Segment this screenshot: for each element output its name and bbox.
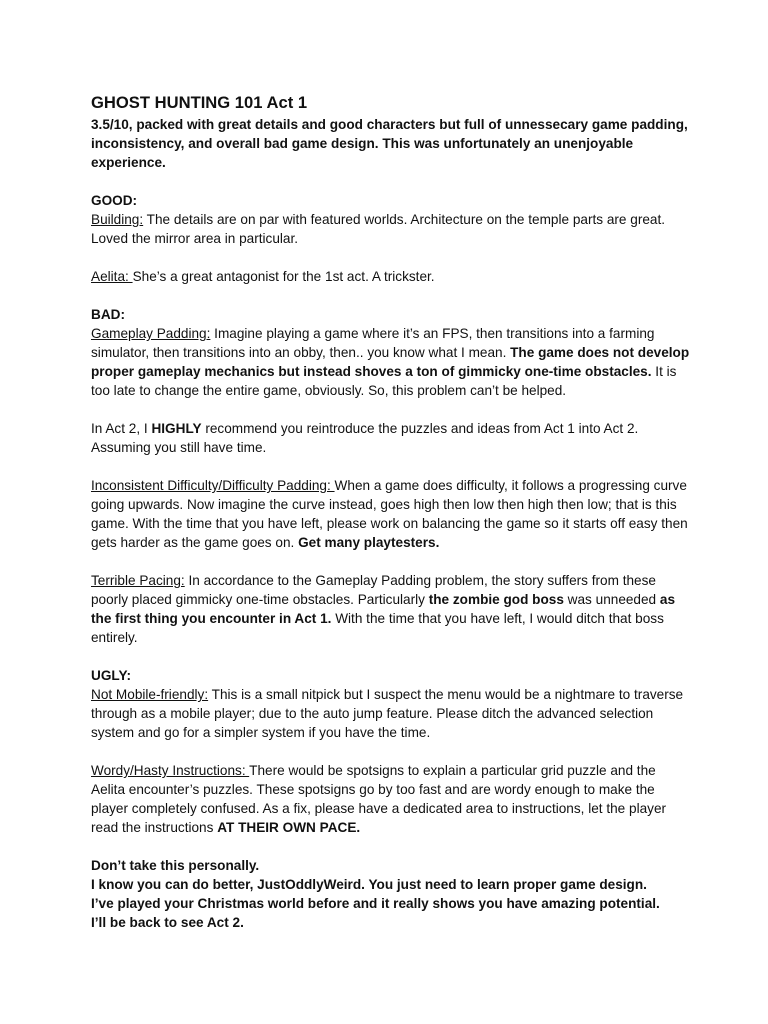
pacing-bold-1: the zombie god boss <box>428 592 564 607</box>
padding-text-1: Imagine playing a game where it’s an FPS, then transitions into a farming simulator, then transitions into an obby, then.. you know what I mean. <box>91 326 655 360</box>
review-summary: 3.5/10, packed with great details and good characters but full of unnessecary game padding, inconsistency, and overall bad game design. This was unfortunately an unenjoyable experience. <box>91 117 688 170</box>
good-building-paragraph <box>91 210 691 248</box>
difficulty-text-1: When a game does difficulty, it follows a progressing curve going upwards. Now imagine the curve instead, goes high then low then high then low; that is this game. With the time that you have left, please work on balancing the game so it starts off easy then gets harder as the game goes on. <box>91 478 688 550</box>
mobile-text: This is a small nitpick but I suspect the menu would be a nightmare to traverse through as a mobile player; due to the auto jump feature. Please ditch the advanced selection system and go for a simpler system if you have the time. <box>91 687 684 740</box>
closing-line-2: I know you can do better, JustOddlyWeird. You just need to learn proper game design. <box>91 877 647 892</box>
closing-remarks <box>91 856 691 932</box>
bad-act2-paragraph <box>91 419 691 457</box>
document-page <box>91 92 691 932</box>
ugly-mobile-paragraph <box>91 685 691 742</box>
difficulty-label: Inconsistent Difficulty/Difficulty Padding: <box>91 478 335 493</box>
padding-text-2: It is too late to change the entire game, obviously. So, this problem can’t be helped. <box>91 364 677 398</box>
ugly-instructions-paragraph <box>91 761 691 837</box>
ugly-heading: UGLY: <box>91 668 132 683</box>
section-bad <box>91 305 691 647</box>
instructions-bold-1: AT THEIR OWN PACE. <box>217 820 361 835</box>
good-heading: GOOD: <box>91 193 138 208</box>
mobile-label: Not Mobile-friendly: <box>91 687 209 702</box>
pacing-text-2: was unneeded <box>563 592 660 607</box>
building-text: The details are on par with featured worlds. Architecture on the temple parts are great. Loved the mirror area in particular. <box>91 212 666 246</box>
bad-pacing-paragraph <box>91 571 691 647</box>
bad-difficulty-paragraph <box>91 476 691 552</box>
building-label: Building: <box>91 212 144 227</box>
bad-heading: BAD: <box>91 307 125 322</box>
closing-line-3: I’ve played your Christmas world before and it really shows you have amazing potential. <box>91 896 660 911</box>
pacing-text-3: With the time that you have left, I would ditch that boss entirely. <box>91 611 664 645</box>
padding-bold-1: The game does not develop proper gameplay mechanics but instead shoves a ton of gimmicky one-time obstacles. <box>91 345 690 379</box>
section-ugly <box>91 666 691 837</box>
good-aelita-paragraph <box>91 267 691 286</box>
instructions-label: Wordy/Hasty Instructions: <box>91 763 250 778</box>
closing-line-1: Don’t take this personally. <box>91 858 260 873</box>
section-good <box>91 191 691 286</box>
document-title: GHOST HUNTING 101 Act 1 <box>91 93 308 112</box>
padding-label: Gameplay Padding: <box>91 326 211 341</box>
act2-text-1: In Act 2, I <box>91 421 152 436</box>
act2-bold-1: HIGHLY <box>151 421 202 436</box>
aelita-text: She’s a great antagonist for the 1st act. A trickster. <box>132 269 435 284</box>
aelita-label: Aelita: <box>91 269 133 284</box>
pacing-bold-2: as the first thing you encounter in Act 1. <box>91 592 676 626</box>
closing-line-4: I’ll be back to see Act 2. <box>91 915 244 930</box>
bad-padding-paragraph <box>91 324 691 400</box>
pacing-label: Terrible Pacing: <box>91 573 185 588</box>
instructions-text-1: There would be spotsigns to explain a particular grid puzzle and the Aelita encounter’s puzzles. These spotsigns go by too fast and are wordy enough to make the player completely confused. As a fix, please have a dedicated area to instructions, let the player read the instructions <box>91 763 667 835</box>
difficulty-bold-1: Get many playtesters. <box>298 535 440 550</box>
act2-text-2: recommend you reintroduce the puzzles and ideas from Act 1 into Act 2. Assuming you still have time. <box>91 421 639 455</box>
pacing-text-1: In accordance to the Gameplay Padding problem, the story suffers from these poorly placed gimmicky one-time obstacles. Particularly <box>91 573 656 607</box>
